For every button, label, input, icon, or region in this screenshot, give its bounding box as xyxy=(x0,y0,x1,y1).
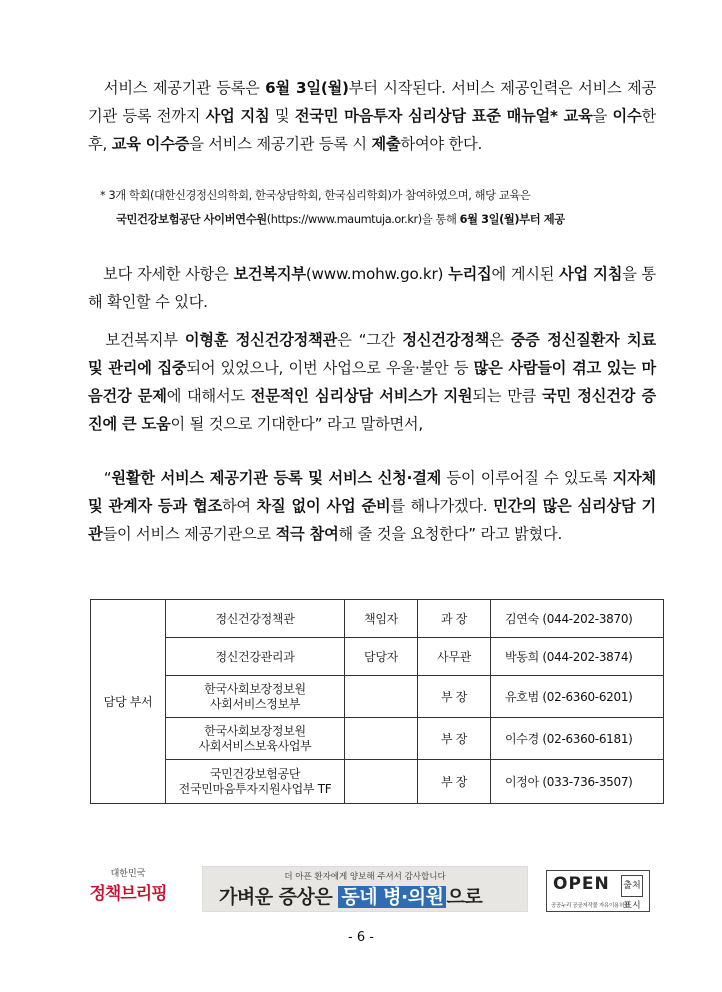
name-cell: 이정아 (033-736-3507) xyxy=(491,760,664,804)
title-cell: 과 장 xyxy=(418,600,491,638)
dept-label: 담당 부서 xyxy=(91,600,166,804)
org-cell: 한국사회보장정보원 사회서비스보육사업부 xyxy=(166,718,345,760)
role-cell: 책임자 xyxy=(345,600,418,638)
table-row xyxy=(91,600,664,638)
open-license-badge[interactable] xyxy=(546,870,650,912)
banner-title: 가벼운 증상은 동네 병·의원 으로 xyxy=(219,886,483,908)
title-cell: 부 장 xyxy=(418,676,491,718)
table-row xyxy=(91,760,664,804)
license-caption: 공공누리 공공저작물 자유이용허락 xyxy=(551,903,630,909)
name-cell: 유호범 (02-6360-6201) xyxy=(491,676,664,718)
open-label: OPEN xyxy=(553,874,610,894)
name-cell: 박동희 (044-202-3874) xyxy=(491,638,664,676)
role-cell xyxy=(345,760,418,804)
paragraph-quote: 보건복지부 이형훈 정신건강정책관은 “그간 정신건강정책은 중증 정신질환자 치료 및 관리에 집중되어 있었으나, 이번 사업으로 우울·불안 등 많은 사람들이 겪고 있는 마음건강 문제에 대해서도 전문적인 심리상담 서비스가 지원되는 만큼 국민 정신건강 증진에 큰 도움이 될 것으로 기대한다” 라고 말하면서, xyxy=(88,331,656,433)
policy-briefing-logo[interactable] xyxy=(88,866,168,912)
paragraph-details: 보다 자세한 사항은 보건복지부(www.mohw.go.kr) 누리집에 게시된 사업 지침을 통해 확인할 수 있다. xyxy=(88,265,657,311)
org-cell: 국민건강보험공단 전국민마음투자지원사업부 TF xyxy=(166,760,345,804)
contact-table xyxy=(90,599,664,804)
paragraph-request: “원활한 서비스 제공기관 등록 및 서비스 신청·결제 등이 이루어질 수 있도록 지자체 및 관계자 등과 협조하여 차질 없이 사업 준비를 해나가겠다. 민간의 많은 심리상담 기관들이 서비스 제공기관으로 적극 참여해 줄 것을 요청한다” 라고 밝혔다. xyxy=(88,469,656,543)
name-cell: 이수경 (02-6360-6181) xyxy=(491,718,664,760)
role-cell xyxy=(345,718,418,760)
org-cell: 한국사회보장정보원 사회서비스정보부 xyxy=(166,676,345,718)
footnote-line-2: 국민건강보험공단 사이버연수원(https://www.maumtuja.or.kr)을 통해 6월 3일(월)부터 제공 xyxy=(116,213,565,226)
paragraph-registration: 서비스 제공기관 등록은 6월 3일(월)부터 시작된다. 서비스 제공인력은 서비스 제공기관 등록 전까지 사업 지침 및 전국민 마음투자 심리상담 표준 매뉴얼* 교육을 이수한 후, 교육 이수증을 서비스 제공기관 등록 시 제출하여야 한다. xyxy=(88,79,656,153)
attribution-icon: 출처표시 xyxy=(621,875,643,897)
campaign-banner[interactable] xyxy=(202,866,528,912)
table-row xyxy=(91,638,664,676)
title-cell: 부 장 xyxy=(418,760,491,804)
logo-small-text: 대한민국 xyxy=(110,869,146,879)
page-number: - 6 - xyxy=(348,930,374,945)
role-cell: 담당자 xyxy=(345,638,418,676)
table-row xyxy=(91,676,664,718)
title-cell: 부 장 xyxy=(418,718,491,760)
footer xyxy=(0,866,722,914)
org-cell: 정신건강관리과 xyxy=(166,638,345,676)
role-cell xyxy=(345,676,418,718)
logo-main-text: 정책브리핑 xyxy=(89,884,167,904)
footnote-line-1: * 3개 학회(대한신경정신의학회, 한국상담학회, 한국심리학회)가 참여하였으며, 해당 교육은 xyxy=(100,189,531,202)
name-cell: 김연숙 (044-202-3870) xyxy=(491,600,664,638)
org-cell: 정신건강정책관 xyxy=(166,600,345,638)
footnote xyxy=(100,184,660,232)
banner-subtitle: 더 아픈 환자에게 양보해 주셔서 감사합니다 xyxy=(284,872,446,882)
title-cell: 사무관 xyxy=(418,638,491,676)
table-row xyxy=(91,718,664,760)
